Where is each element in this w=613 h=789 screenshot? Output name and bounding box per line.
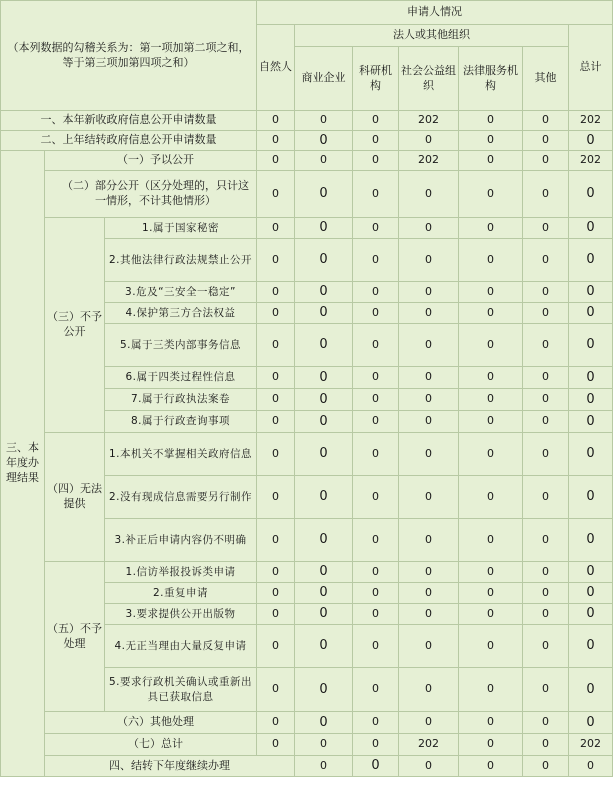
row-label: （一）予以公开 [45, 151, 257, 171]
row-label: （六）其他处理 [45, 712, 257, 734]
value-cell: 0 [569, 303, 613, 324]
row-label: 二、上年结转政府信息公开申请数量 [1, 131, 257, 151]
value-cell: 0 [295, 476, 353, 519]
value-cell: 0 [523, 411, 569, 433]
value-cell: 0 [295, 668, 353, 712]
value-cell: 0 [295, 756, 353, 777]
value-cell: 0 [569, 476, 613, 519]
value-cell: 0 [459, 583, 523, 604]
value-cell: 0 [459, 411, 523, 433]
value-cell: 0 [353, 756, 399, 777]
value-cell: 202 [399, 111, 459, 131]
table-row [1, 171, 613, 218]
value-cell: 0 [459, 111, 523, 131]
value-cell: 0 [353, 712, 399, 734]
table-row [1, 131, 613, 151]
value-cell: 0 [459, 625, 523, 668]
row-label: （七）总计 [45, 734, 257, 756]
value-cell: 0 [353, 324, 399, 367]
value-cell: 0 [459, 131, 523, 151]
value-cell: 0 [523, 476, 569, 519]
value-cell: 0 [459, 519, 523, 562]
applicant-header: 申请人情况 [257, 1, 613, 25]
value-cell: 0 [399, 389, 459, 411]
value-cell: 0 [569, 218, 613, 239]
value-cell: 0 [257, 604, 295, 625]
value-cell: 0 [399, 433, 459, 476]
value-cell: 0 [295, 411, 353, 433]
total-header: 总计 [569, 25, 613, 111]
value-cell: 0 [257, 476, 295, 519]
value-cell: 0 [399, 476, 459, 519]
value-cell: 0 [353, 151, 399, 171]
value-cell: 0 [399, 668, 459, 712]
unable-group-label: （四）无法提供 [45, 433, 105, 562]
value-cell: 0 [353, 367, 399, 389]
value-cell: 0 [399, 411, 459, 433]
table-row [1, 562, 613, 583]
value-cell: 0 [353, 625, 399, 668]
value-cell: 0 [459, 476, 523, 519]
value-cell: 0 [353, 604, 399, 625]
value-cell: 0 [523, 433, 569, 476]
value-cell: 0 [523, 324, 569, 367]
row-label: 2.没有现成信息需要另行制作 [105, 476, 257, 519]
row-label: 3.危及“三安全一稳定” [105, 282, 257, 303]
value-cell: 0 [399, 171, 459, 218]
value-cell: 0 [523, 756, 569, 777]
value-cell: 0 [569, 131, 613, 151]
value-cell: 0 [459, 389, 523, 411]
value-cell: 0 [257, 218, 295, 239]
value-cell: 0 [523, 519, 569, 562]
value-cell: 0 [523, 625, 569, 668]
value-cell: 0 [569, 324, 613, 367]
value-cell: 0 [399, 218, 459, 239]
value-cell: 0 [523, 171, 569, 218]
table-row [1, 111, 613, 131]
row-label: 一、本年新收政府信息公开申请数量 [1, 111, 257, 131]
table-row [1, 756, 613, 777]
row-label: 5.要求行政机关确认或重新出具已获取信息 [105, 668, 257, 712]
value-cell: 0 [295, 712, 353, 734]
value-cell: 0 [353, 171, 399, 218]
row-label: 2.其他法律行政法规禁止公开 [105, 239, 257, 282]
value-cell: 0 [257, 668, 295, 712]
value-cell: 0 [399, 303, 459, 324]
value-cell: 202 [399, 151, 459, 171]
value-cell: 0 [399, 583, 459, 604]
value-cell: 0 [399, 562, 459, 583]
value-cell: 0 [459, 367, 523, 389]
value-cell: 0 [257, 583, 295, 604]
value-cell: 0 [257, 324, 295, 367]
row-label: 1.信访举报投诉类申请 [105, 562, 257, 583]
value-cell: 0 [523, 111, 569, 131]
row-label: 1.属于国家秘密 [105, 218, 257, 239]
table-row [1, 433, 613, 476]
value-cell: 0 [523, 734, 569, 756]
header-row-1 [1, 1, 613, 25]
value-cell: 0 [295, 111, 353, 131]
value-cell: 202 [569, 151, 613, 171]
value-cell: 0 [295, 367, 353, 389]
value-cell: 0 [459, 218, 523, 239]
row-label: 四、结转下年度继续办理 [45, 756, 295, 777]
value-cell: 0 [295, 131, 353, 151]
value-cell: 0 [459, 433, 523, 476]
note-cell: （本列数据的勾稽关系为：第一项加第二项之和，等于第三项加第四项之和） [1, 1, 257, 111]
value-cell: 0 [257, 131, 295, 151]
value-cell: 0 [399, 367, 459, 389]
value-cell: 0 [353, 111, 399, 131]
value-cell: 0 [399, 625, 459, 668]
value-cell: 0 [257, 433, 295, 476]
row-label: 8.属于行政查询事项 [105, 411, 257, 433]
value-cell: 0 [257, 303, 295, 324]
row-label: 4.无正当理由大量反复申请 [105, 625, 257, 668]
value-cell: 0 [569, 411, 613, 433]
not-processed-group-label: （五）不予处理 [45, 562, 105, 712]
value-cell: 0 [459, 756, 523, 777]
value-cell: 0 [295, 583, 353, 604]
value-cell: 0 [295, 151, 353, 171]
value-cell: 0 [399, 324, 459, 367]
value-cell: 0 [353, 668, 399, 712]
value-cell: 0 [399, 131, 459, 151]
value-cell: 0 [569, 668, 613, 712]
value-cell: 0 [295, 324, 353, 367]
value-cell: 0 [459, 604, 523, 625]
value-cell: 0 [257, 389, 295, 411]
value-cell: 0 [523, 303, 569, 324]
value-cell: 0 [569, 239, 613, 282]
value-cell: 0 [523, 367, 569, 389]
row-label: （二）部分公开（区分处理的，只计这一情形，不计其他情形） [45, 171, 257, 218]
value-cell: 0 [295, 519, 353, 562]
value-cell: 0 [353, 389, 399, 411]
row-label: 3.补正后申请内容仍不明确 [105, 519, 257, 562]
value-cell: 0 [399, 756, 459, 777]
value-cell: 0 [459, 734, 523, 756]
value-cell: 202 [399, 734, 459, 756]
value-cell: 0 [459, 171, 523, 218]
value-cell: 0 [459, 562, 523, 583]
other-header: 其他 [523, 47, 569, 111]
value-cell: 0 [399, 282, 459, 303]
row-label: 1.本机关不掌握相关政府信息 [105, 433, 257, 476]
value-cell: 0 [257, 171, 295, 218]
value-cell: 0 [257, 519, 295, 562]
value-cell: 0 [569, 282, 613, 303]
row-label: 5.属于三类内部事务信息 [105, 324, 257, 367]
value-cell: 0 [353, 131, 399, 151]
commercial-header: 商业企业 [295, 47, 353, 111]
value-cell: 0 [569, 562, 613, 583]
value-cell: 0 [353, 562, 399, 583]
research-header: 科研机构 [353, 47, 399, 111]
table-row [1, 734, 613, 756]
value-cell: 0 [295, 433, 353, 476]
table-row [1, 151, 613, 171]
table-row [1, 218, 613, 239]
not-disclosed-group-label: （三）不予公开 [45, 218, 105, 433]
value-cell: 0 [523, 604, 569, 625]
value-cell: 0 [353, 239, 399, 282]
value-cell: 0 [295, 218, 353, 239]
value-cell: 0 [523, 668, 569, 712]
value-cell: 0 [353, 519, 399, 562]
value-cell: 0 [569, 604, 613, 625]
value-cell: 0 [459, 668, 523, 712]
value-cell: 0 [523, 239, 569, 282]
value-cell: 0 [523, 562, 569, 583]
value-cell: 0 [523, 712, 569, 734]
value-cell: 0 [353, 476, 399, 519]
value-cell: 0 [459, 239, 523, 282]
value-cell: 0 [459, 151, 523, 171]
social-welfare-header: 社会公益组织 [399, 47, 459, 111]
value-cell: 0 [569, 519, 613, 562]
legal-service-header: 法律服务机构 [459, 47, 523, 111]
value-cell: 0 [257, 151, 295, 171]
value-cell: 0 [523, 389, 569, 411]
value-cell: 0 [353, 218, 399, 239]
value-cell: 0 [295, 562, 353, 583]
value-cell: 0 [353, 282, 399, 303]
value-cell: 0 [523, 151, 569, 171]
table-row [1, 712, 613, 734]
legal-entity-group-header: 法人或其他组织 [295, 25, 569, 47]
value-cell: 0 [295, 625, 353, 668]
value-cell: 0 [569, 583, 613, 604]
value-cell: 0 [257, 734, 295, 756]
value-cell: 0 [353, 734, 399, 756]
value-cell: 0 [353, 411, 399, 433]
value-cell: 0 [523, 282, 569, 303]
row-label: 7.属于行政执法案卷 [105, 389, 257, 411]
value-cell: 0 [523, 131, 569, 151]
row-label: 6.属于四类过程性信息 [105, 367, 257, 389]
row-label: 2.重复申请 [105, 583, 257, 604]
value-cell: 0 [295, 171, 353, 218]
value-cell: 0 [399, 604, 459, 625]
value-cell: 202 [569, 734, 613, 756]
value-cell: 0 [569, 625, 613, 668]
value-cell: 0 [295, 239, 353, 282]
value-cell: 0 [353, 303, 399, 324]
value-cell: 0 [569, 171, 613, 218]
value-cell: 0 [459, 303, 523, 324]
value-cell: 0 [569, 712, 613, 734]
value-cell: 0 [459, 324, 523, 367]
value-cell: 0 [523, 583, 569, 604]
value-cell: 0 [295, 734, 353, 756]
value-cell: 0 [257, 562, 295, 583]
value-cell: 0 [257, 712, 295, 734]
value-cell: 0 [295, 282, 353, 303]
natural-person-header: 自然人 [257, 25, 295, 111]
value-cell: 0 [257, 282, 295, 303]
value-cell: 0 [295, 604, 353, 625]
value-cell: 0 [569, 367, 613, 389]
value-cell: 0 [569, 433, 613, 476]
value-cell: 0 [459, 282, 523, 303]
value-cell: 0 [257, 625, 295, 668]
value-cell: 202 [569, 111, 613, 131]
value-cell: 0 [295, 389, 353, 411]
value-cell: 0 [523, 218, 569, 239]
value-cell: 0 [399, 712, 459, 734]
row-label: 4.保护第三方合法权益 [105, 303, 257, 324]
value-cell: 0 [295, 303, 353, 324]
value-cell: 0 [459, 712, 523, 734]
value-cell: 0 [257, 239, 295, 282]
value-cell: 0 [353, 583, 399, 604]
value-cell: 0 [353, 433, 399, 476]
value-cell: 0 [257, 411, 295, 433]
value-cell: 0 [399, 519, 459, 562]
value-cell: 0 [569, 389, 613, 411]
value-cell: 0 [399, 239, 459, 282]
value-cell: 0 [569, 756, 613, 777]
results-group-label: 三、本年度办理结果 [1, 151, 45, 777]
value-cell: 0 [257, 367, 295, 389]
value-cell: 0 [257, 111, 295, 131]
row-label: 3.要求提供公开出版物 [105, 604, 257, 625]
